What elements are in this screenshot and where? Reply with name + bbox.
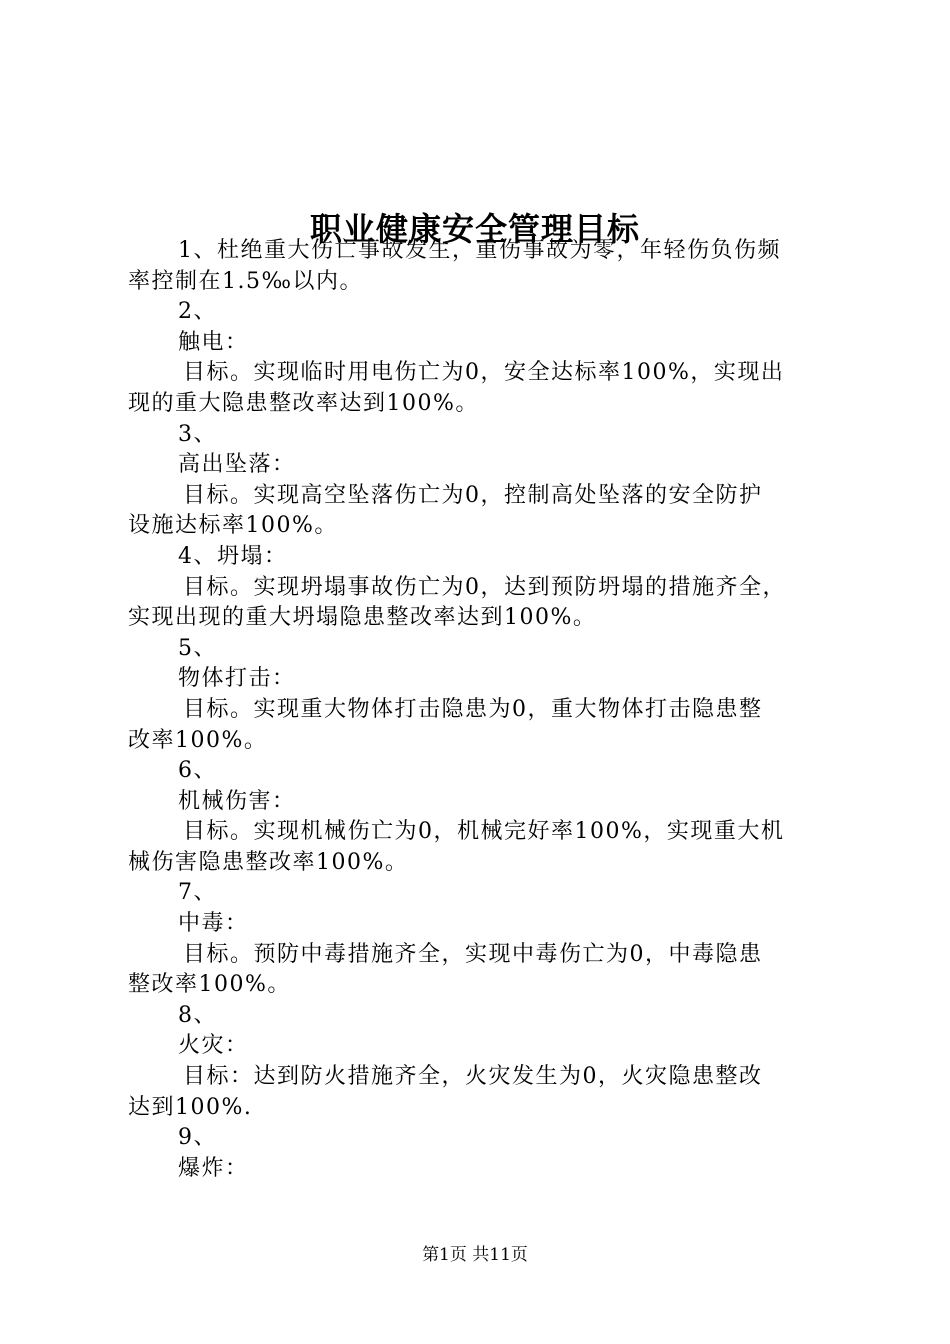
paragraph-line: 目标。预防中毒措施齐全，实现中毒伤亡为0，中毒隐患 [183,941,763,967]
section-heading: 机械伤害： [178,788,296,814]
paragraph-line: 率控制在1.5‰以内。 [128,268,364,294]
paragraph-line: 9、 [178,1125,217,1151]
paragraph-line: 目标：达到防火措施齐全，火灾发生为0，火灾隐患整改 [183,1064,763,1090]
paragraph-line: 整改率100%。 [128,972,291,998]
page-title: 职业健康安全管理目标 [309,210,640,249]
section-heading: 物体打击： [178,666,296,692]
paragraph-line: 械伤害隐患整改率100%。 [128,849,409,875]
paragraph-line: 现的重大隐患整改率达到100%。 [128,390,479,416]
paragraph-line: 8、 [178,1002,217,1028]
section-heading: 4、坍塌： [178,543,288,569]
paragraph-line: 实现出现的重大坍塌隐患整改率达到100%。 [128,605,597,631]
section-heading: 火灾： [178,1033,249,1059]
paragraph-line: 2、 [178,299,217,325]
section-heading: 触电： [178,329,249,355]
paragraph-line: 目标。实现重大物体打击隐患为0，重大物体打击隐患整 [183,696,763,722]
paragraph-line: 改率100%。 [128,727,268,753]
section-heading: 高出坠落： [178,452,296,478]
paragraph-line: 设施达标率100%。 [128,513,338,539]
paragraph-line: 5、 [178,635,217,661]
section-heading: 爆炸： [178,1155,249,1181]
paragraph-line: 目标。实现坍塌事故伤亡为0，达到预防坍塌的措施齐全， [183,574,786,600]
paragraph-line: 目标。实现机械伤亡为0，机械完好率100%，实现重大机 [183,819,785,845]
page-number: 第1页 共11页 [422,1245,528,1265]
section-heading: 中毒： [178,911,249,937]
paragraph-line: 目标。实现临时用电伤亡为0，安全达标率100%，实现出 [183,360,785,386]
paragraph-line: 7、 [178,880,217,906]
paragraph-line: 3、 [178,421,217,447]
document-body [128,236,834,1184]
paragraph-line: 6、 [178,758,217,784]
paragraph-line: 目标。实现高空坠落伤亡为0，控制高处坠落的安全防护 [183,482,763,508]
paragraph-line: 达到100%. [128,1094,253,1120]
paragraph-line: 1、杜绝重大伤亡事故发生，重伤事故为零，年轻伤负伤频 [178,238,781,263]
